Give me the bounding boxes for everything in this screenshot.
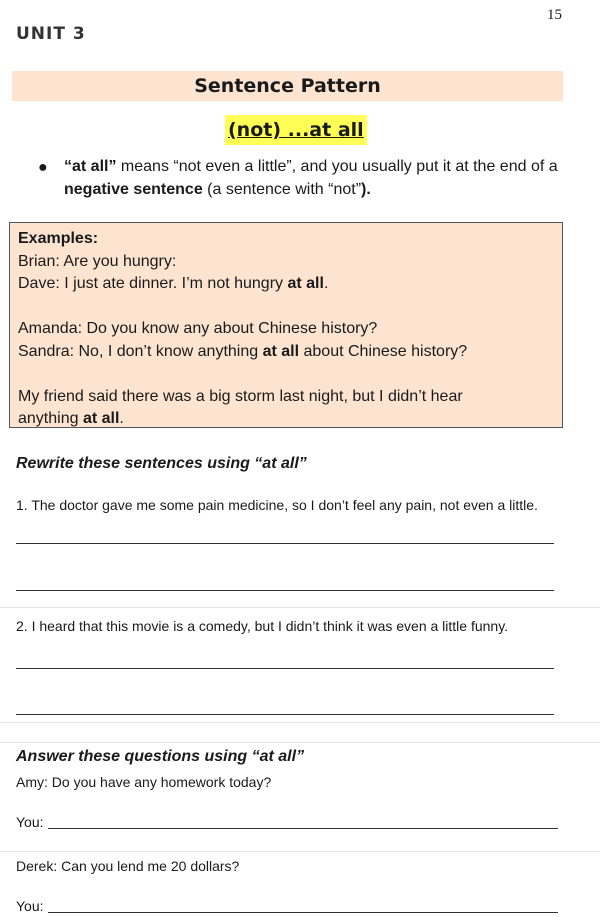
you-answer-line[interactable] <box>48 828 558 829</box>
answer-line[interactable] <box>16 714 554 715</box>
answer-line[interactable] <box>16 668 554 669</box>
divider <box>0 851 600 852</box>
example-line: Amanda: Do you know any about Chinese history? <box>18 320 378 337</box>
you-answer-line[interactable] <box>48 912 558 913</box>
rewrite-question-2: 2. I heard that this movie is a comedy, but I didn’t think it was even a little funny. <box>16 618 509 634</box>
definition-bullet <box>38 155 558 201</box>
answer-line[interactable] <box>16 543 554 544</box>
definition-text: “at all” means “not even a little”, and you usually put it at the end of a negative sentence (a sentence with “not”). <box>64 158 558 198</box>
rewrite-question-1: 1. The doctor gave me some pain medicine, so I don’t feel any pain, not even a little. <box>16 497 538 513</box>
rewrite-section-title: Rewrite these sentences using “at all” <box>16 455 307 472</box>
example-line: Brian: Are you hungry: <box>18 252 177 270</box>
divider <box>0 742 600 743</box>
example-line: Dave: I just ate dinner. I’m not hungry at all. <box>18 275 329 292</box>
answer-line[interactable] <box>16 590 554 591</box>
pattern-highlight: (not) ...at all <box>225 115 367 145</box>
unit-label: UNIT 3 <box>16 24 86 44</box>
examples-heading: Examples: <box>18 230 99 247</box>
page-title: Sentence Pattern <box>194 75 381 97</box>
section-title-band <box>12 71 563 101</box>
example-line: Sandra: No, I don’t know anything at all about Chinese history? <box>18 342 468 360</box>
you-label: You: <box>16 898 44 914</box>
bullet-icon: ● <box>38 159 48 176</box>
term-bold: “at all” <box>64 158 117 175</box>
divider <box>0 722 600 723</box>
answer-section-title: Answer these questions using “at all” <box>16 748 305 765</box>
page-number: 15 <box>547 7 562 23</box>
divider <box>0 607 600 608</box>
examples-box <box>9 222 563 428</box>
example-line: anything at all. <box>18 410 124 427</box>
negative-sentence-bold: negative sentence <box>64 181 203 198</box>
example-line: My friend said there was a big storm last night, but I didn’t hear <box>18 387 463 405</box>
you-label: You: <box>16 814 44 830</box>
answer-question-1: Amy: Do you have any homework today? <box>16 774 272 790</box>
answer-question-2: Derek: Can you lend me 20 dollars? <box>16 858 240 874</box>
